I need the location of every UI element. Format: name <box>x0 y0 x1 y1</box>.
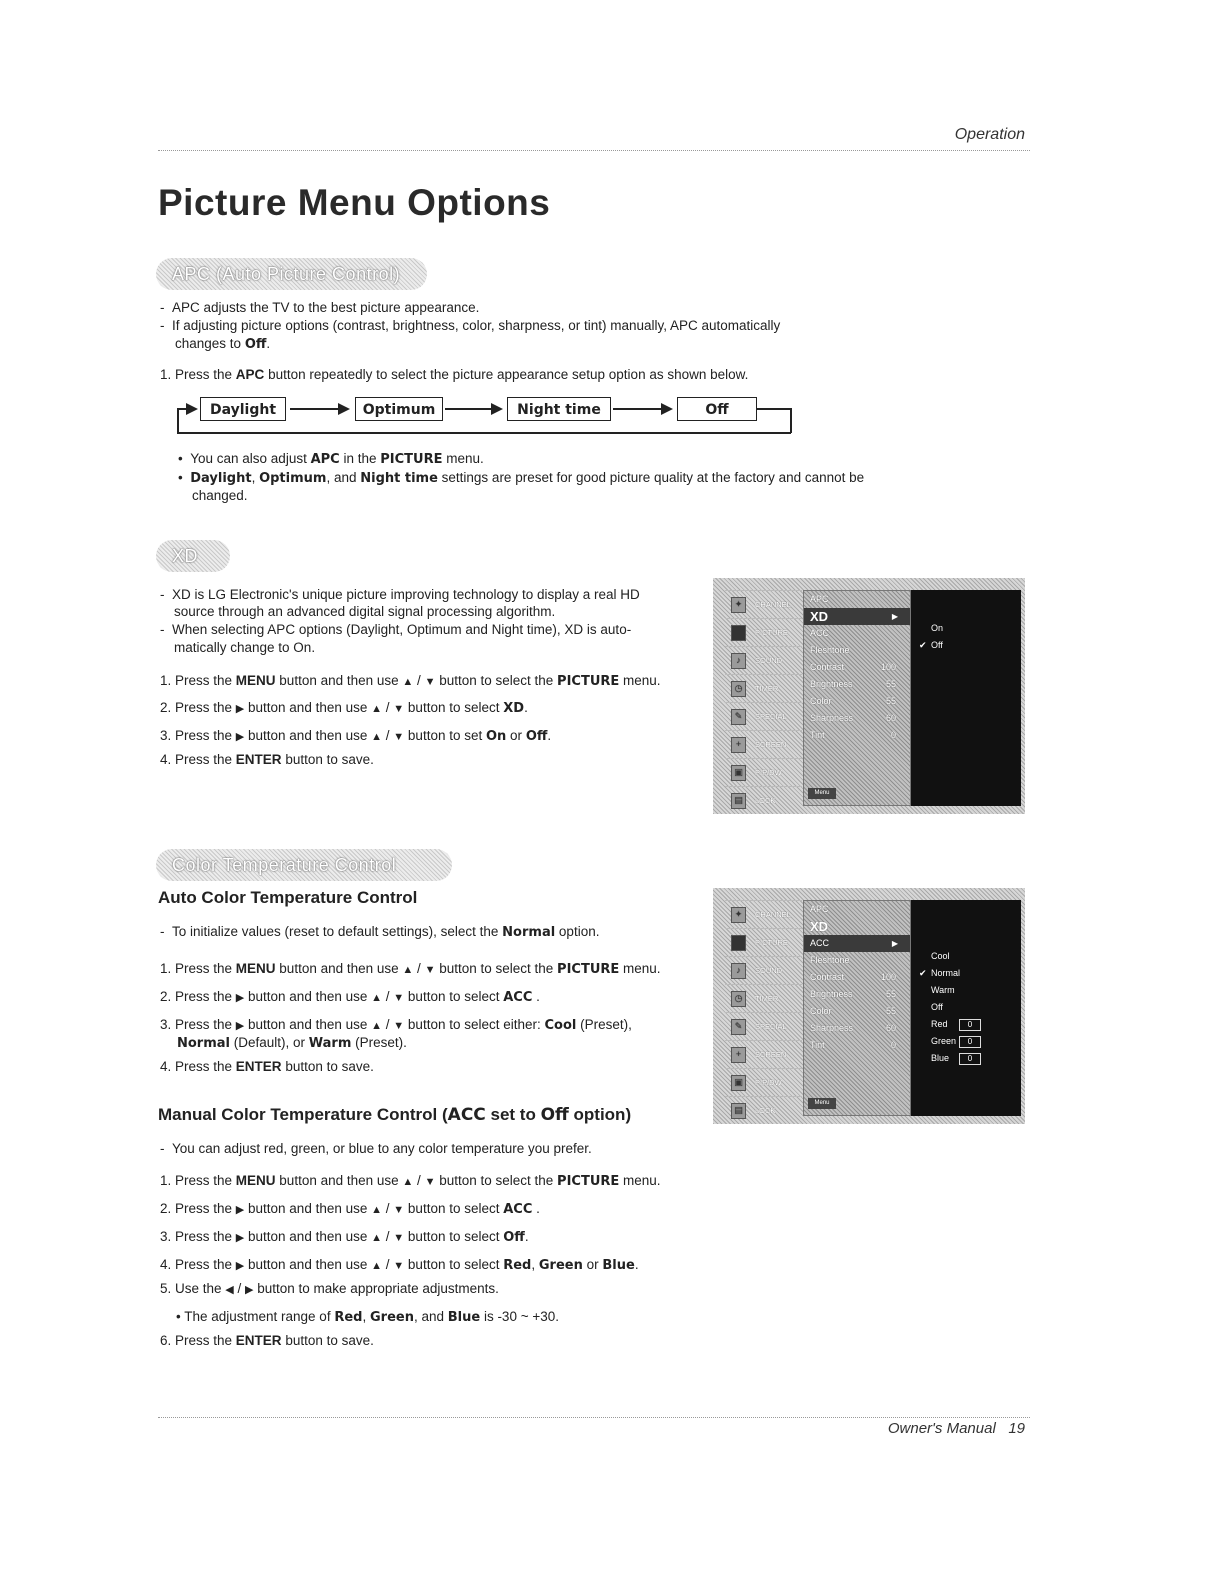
flow-arrow-in <box>178 408 196 410</box>
osd-opt-cool: Cool <box>931 951 950 961</box>
pip-icon: ▣ <box>731 765 746 781</box>
page-title: Picture Menu Options <box>158 182 551 223</box>
apc-bullet-2: - If adjusting picture options (contrast, brightness, color, sharpness, or tint) manually, APC automatically <box>160 318 781 333</box>
osd-item-special: ✎ SPECIAL <box>725 702 802 730</box>
flow-optimum: Optimum <box>355 397 443 421</box>
footer-rule <box>158 1417 1030 1418</box>
auto-ct-step-4: 4. Press the ENTER button to save. <box>160 1059 374 1074</box>
osd-xd-options <box>911 590 1021 806</box>
apc-note-2-cont: changed. <box>192 488 248 503</box>
auto-ct-step-3: 3. Press the ▶ button and then use ▲ / ▼ button to select either: Cool (Preset), <box>160 1017 632 1033</box>
osd-item-lock: ▤ LOCK <box>725 1096 802 1124</box>
osd-main-menu <box>725 590 802 806</box>
osd-acc-options <box>911 900 1021 1116</box>
manual-ct-bullet: - You can adjust red, green, or blue to any color temperature you prefer. <box>160 1141 592 1156</box>
channel-icon: ✦ <box>731 907 746 923</box>
osd-item-picture: PICTURE <box>725 928 802 956</box>
osd-row-xd: XD <box>810 919 829 934</box>
osd-main-menu <box>725 900 802 1116</box>
osd-menu-tag: Menu <box>808 1098 836 1109</box>
apc-step-1: 1. Press the APC button repeatedly to select the picture appearance setup option as shown below. <box>160 367 749 382</box>
osd-row-xd: XD ▶ <box>804 608 910 625</box>
osd-item-timer: ◷ TIMER <box>725 674 802 702</box>
footer: Owner's Manual 19 <box>887 1420 1025 1437</box>
lock-icon: ▤ <box>731 1103 746 1119</box>
special-icon: ✎ <box>731 1019 746 1035</box>
osd-screenshot-xd <box>713 578 1025 814</box>
osd-opt-off: ✔ Off <box>911 637 1021 654</box>
auto-ct-step-2: 2. Press the ▶ button and then use ▲ / ▼ button to select ACC . <box>160 989 540 1005</box>
checkmark-icon: ✔ <box>919 640 927 650</box>
manual-ct-step-6: 6. Press the ENTER button to save. <box>160 1333 374 1348</box>
auto-ct-step-3-cont: Normal (Default), or Warm (Preset). <box>177 1035 407 1051</box>
sound-icon: ♪ <box>731 963 746 979</box>
manual-color-temp-title: Manual Color Temperature Control (ACC set to Off option) <box>158 1105 632 1125</box>
picture-icon <box>731 625 746 641</box>
osd-item-sound: ♪ SOUND <box>725 646 802 674</box>
auto-ct-step-1: 1. Press the MENU button and then use ▲ / ▼ button to select the PICTURE menu. <box>160 961 661 977</box>
osd-opt-normal: ✔ Normal <box>911 965 1021 982</box>
running-header: Operation <box>954 126 1025 143</box>
manual-ct-step-2: 2. Press the ▶ button and then use ▲ / ▼ button to select ACC . <box>160 1201 540 1217</box>
flow-daylight: Daylight <box>200 397 286 421</box>
osd-item-picture: PICTURE <box>725 618 802 646</box>
xd-step-2: 2. Press the ▶ button and then use ▲ / ▼ button to select XD. <box>160 700 528 716</box>
osd-item-special: ✎ SPECIAL <box>725 1012 802 1040</box>
osd-item-screen: + SCREEN <box>725 1040 802 1068</box>
manual-ct-step-4: 4. Press the ▶ button and then use ▲ / ▼ button to select Red, Green or Blue. <box>160 1257 639 1273</box>
xd-step-1: 1. Press the MENU button and then use ▲ / ▼ button to select the PICTURE menu. <box>160 673 661 689</box>
flow-off: Off <box>677 397 757 421</box>
xd-bullet-1-cont: source through an advanced digital signal processing algorithm. <box>174 604 556 619</box>
osd-opt-warm: Warm <box>931 985 955 995</box>
lock-icon: ▤ <box>731 793 746 809</box>
xd-bullet-2-cont: matically change to On. <box>174 640 316 655</box>
channel-icon: ✦ <box>731 597 746 613</box>
auto-ct-bullet: - To initialize values (reset to default settings), select the Normal option. <box>160 924 600 940</box>
osd-opt-blue: Blue 0 <box>911 1050 1021 1067</box>
osd-opt-green: Green 0 <box>911 1033 1021 1050</box>
loop-line-bottom <box>177 432 791 434</box>
sound-icon: ♪ <box>731 653 746 669</box>
osd-row-tint: Tint 0 <box>810 730 896 740</box>
osd-item-channel: ✦ CHANNEL <box>725 900 802 928</box>
flow-night-time: Night time <box>507 397 611 421</box>
loop-line-right <box>790 408 792 433</box>
pip-icon: ▣ <box>731 1075 746 1091</box>
osd-picture-submenu <box>803 590 911 806</box>
apc-note-2: • Daylight, Optimum, and Night time settings are preset for good picture quality at the factory and cannot be <box>178 470 865 486</box>
osd-row-color: Color 55 <box>810 696 896 706</box>
picture-icon <box>731 935 746 951</box>
red-level-box: 0 <box>959 1019 981 1031</box>
osd-row-sharpness: Sharpness 60 <box>810 1023 896 1033</box>
osd-row-brightness: Brightness 55 <box>810 679 896 689</box>
osd-row-tint: Tint 0 <box>810 1040 896 1050</box>
xd-step-4: 4. Press the ENTER button to save. <box>160 752 374 767</box>
apc-bullet-2-cont: changes to Off. <box>175 336 271 352</box>
xd-step-3: 3. Press the ▶ button and then use ▲ / ▼ button to set On or Off. <box>160 728 552 744</box>
manual-ct-step-5: 5. Use the ◀ / ▶ button to make appropriate adjustments. <box>160 1281 499 1296</box>
screen-icon: + <box>731 737 746 753</box>
osd-row-fleshtone: Fleshtone <box>810 645 850 655</box>
screen-icon: + <box>731 1047 746 1063</box>
manual-ct-step-5-note: • The adjustment range of Red, Green, and Blue is -30 ~ +30. <box>176 1309 559 1325</box>
osd-row-contrast: Contrast 100 <box>810 972 896 982</box>
osd-item-pipdw: ▣ PIP/DW <box>725 758 802 786</box>
loop-line-left <box>177 408 179 433</box>
osd-row-color: Color 55 <box>810 1006 896 1016</box>
flow-arrow-2 <box>445 408 501 410</box>
manual-ct-step-1: 1. Press the MENU button and then use ▲ / ▼ button to select the PICTURE menu. <box>160 1173 661 1189</box>
apc-heading: APC (Auto Picture Control) <box>156 258 427 290</box>
osd-menu-tag: Menu <box>808 788 836 799</box>
osd-row-apc: APC <box>810 594 829 604</box>
auto-color-temp-title: Auto Color Temperature Control <box>158 888 418 907</box>
osd-opt-red: Red 0 <box>911 1016 1021 1033</box>
apc-bullet-1: - APC adjusts the TV to the best picture appearance. <box>160 300 480 315</box>
checkmark-icon: ✔ <box>919 968 927 978</box>
osd-row-sharpness: Sharpness 60 <box>810 713 896 723</box>
blue-level-box: 0 <box>959 1053 981 1065</box>
apc-note-1: • You can also adjust APC in the PICTURE menu. <box>178 451 484 467</box>
manual-ct-step-3: 3. Press the ▶ button and then use ▲ / ▼ button to select Off. <box>160 1229 529 1245</box>
osd-item-screen: + SCREEN <box>725 730 802 758</box>
osd-row-acc: ACC ▶ <box>804 935 910 952</box>
xd-bullet-2: - When selecting APC options (Daylight, Optimum and Night time), XD is auto- <box>160 622 632 637</box>
osd-opt-on: On <box>931 623 944 633</box>
osd-row-acc: ACC <box>810 628 830 638</box>
osd-item-pipdw: ▣ PIP/DW <box>725 1068 802 1096</box>
loop-line-top <box>757 408 791 410</box>
color-temp-heading: Color Temperature Control <box>156 849 452 881</box>
osd-row-apc: APC <box>810 904 829 914</box>
osd-row-contrast: Contrast 100 <box>810 662 896 672</box>
osd-picture-submenu <box>803 900 911 1116</box>
special-icon: ✎ <box>731 709 746 725</box>
timer-icon: ◷ <box>731 681 746 697</box>
osd-item-timer: ◷ TIMER <box>725 984 802 1012</box>
osd-row-brightness: Brightness 55 <box>810 989 896 999</box>
osd-item-sound: ♪ SOUND <box>725 956 802 984</box>
osd-opt-off: Off <box>931 1002 943 1012</box>
xd-heading: XD <box>156 540 230 572</box>
timer-icon: ◷ <box>731 991 746 1007</box>
osd-row-fleshtone: Fleshtone <box>810 955 850 965</box>
osd-item-channel: ✦ CHANNEL <box>725 590 802 618</box>
osd-item-lock: ▤ LOCK <box>725 786 802 814</box>
flow-arrow-1 <box>290 408 348 410</box>
osd-screenshot-acc <box>713 888 1025 1124</box>
flow-arrow-3 <box>613 408 671 410</box>
xd-bullet-1: - XD is LG Electronic's unique picture improving technology to display a real HD <box>160 587 640 602</box>
green-level-box: 0 <box>959 1036 981 1048</box>
header-rule <box>158 150 1030 151</box>
